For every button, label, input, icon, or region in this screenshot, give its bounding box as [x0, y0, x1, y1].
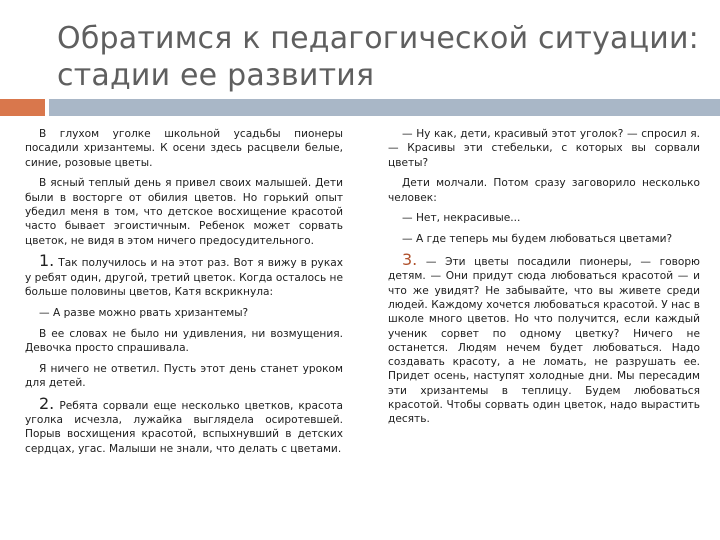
left-paragraph-1: В глухом уголке школьной усадьбы пионеры посадили хризантемы. К осени здесь расцвели белые, синие, розовые цветы.	[25, 128, 343, 169]
right-paragraph-5-text: — Эти цветы посадили пионеры, — говорю детям. — Они придут сюда любоваться красотой — и что же увидят? Не забывайте, что вы живете среди людей. Каждому хочется любоваться красотой. У нас в школе много цветов. Но что получится, если каждый ученик сорвет по одному цветку? Ничего не останется. Людям нечем будет любоваться. Надо создавать красоту, а не ломать, не разрушать ее. Придет осень, наступят холодные дни. Мы пересадим эти хризантемы в теплицу. Будем любоваться красотой. Чтобы сорвать один цветок, надо вырастить десять.	[388, 256, 700, 426]
stage-number-1: 1.	[39, 251, 55, 271]
right-paragraph-1: — Ну как, дети, красивый этот уголок? — спросил я. — Красивы эти стебельки, с которых вы сорвали цветы?	[388, 128, 700, 169]
right-text-column	[388, 127, 700, 433]
left-paragraph-3	[25, 251, 343, 299]
stage-number-3: 3.	[402, 250, 418, 270]
accent-block	[0, 99, 45, 116]
left-text-column	[25, 127, 343, 462]
left-paragraph-7-text: Ребята сорвали еще несколько цветков, красота уголка исчезла, лужайка выглядела осиротевшей. Порыв восхищения красотой, вспыхнувший в детских сердцах, угас. Малыши не знали, что делать с цветами.	[25, 399, 343, 455]
left-paragraph-3-text: Так получилось и на этот раз. Вот я вижу в руках у ребят один, другой, третий цветок. Когда осталось не больше половины цветов, Катя вскрикнула:	[25, 257, 343, 298]
left-paragraph-2: В ясный теплый день я привел своих малышей. Дети были в восторге от обилия цветов. Но горький опыт убедил меня в том, что детское восхищение красотой часто бывает эгоистичным. Ребенок может сорвать цветок, не видя в этом ничего предосудительного.	[25, 177, 343, 247]
left-paragraph-7	[25, 393, 343, 456]
right-paragraph-3: — Нет, некрасивые...	[402, 212, 521, 225]
stage-number-2: 2.	[39, 393, 55, 413]
right-paragraph-4: — А где теперь мы будем любоваться цветами?	[402, 233, 673, 246]
slide-title-line-1: Обратимся к педагогической ситуации:	[57, 21, 699, 56]
slide-title	[57, 20, 707, 94]
right-paragraph-5	[388, 250, 700, 427]
left-paragraph-6: Я ничего не ответил. Пусть этот день станет уроком для детей.	[25, 362, 343, 389]
right-paragraph-2: Дети молчали. Потом сразу заговорило несколько человек:	[388, 177, 700, 204]
slide-title-line-2: стадии ее развития	[57, 58, 375, 93]
left-paragraph-5: В ее словах не было ни удивления, ни возмущения. Девочка просто спрашивала.	[25, 327, 343, 354]
divider-bar	[49, 99, 720, 116]
left-paragraph-4: — А разве можно рвать хризантемы?	[39, 306, 249, 319]
